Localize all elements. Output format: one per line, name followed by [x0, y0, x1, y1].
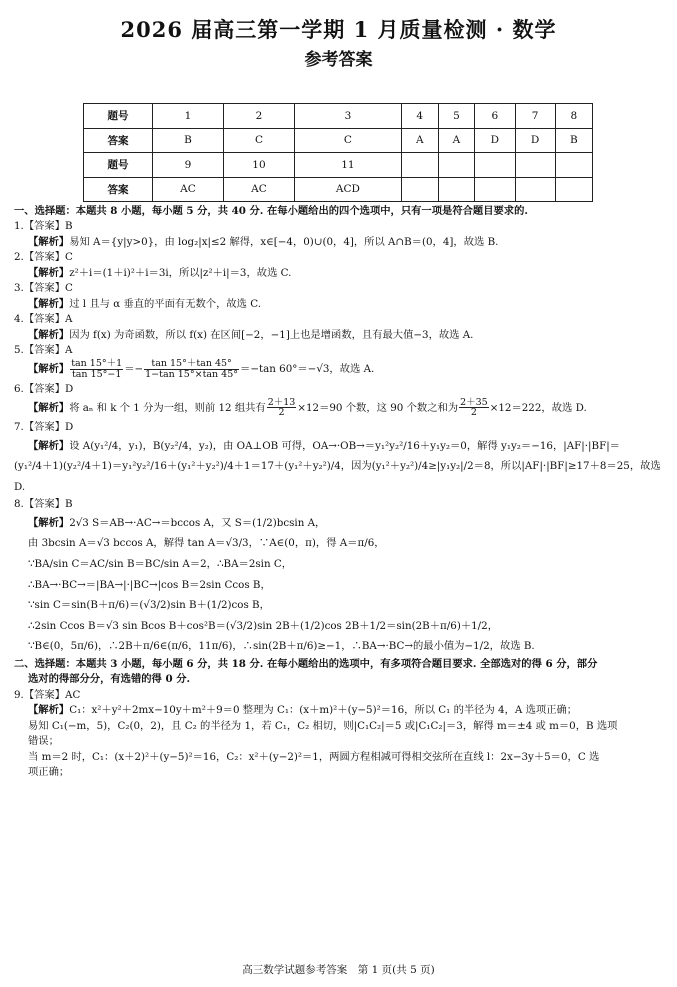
table-cell: 1: [153, 104, 224, 129]
table-cell: [401, 177, 438, 202]
analysis-tag: 【解析】: [28, 516, 70, 529]
row-label: 答案: [84, 128, 153, 153]
table-cell: 8: [555, 104, 592, 129]
analysis-line: ∴2sin Ccos B＝√3 sin Bcos B＋cos²B＝(√3/2)sin 2B＋(1/2)cos 2B＋1/2＝sin(2B＋π/6)＋1/2，: [28, 619, 499, 632]
analysis: [28, 266, 664, 281]
question-answer: [14, 382, 664, 397]
analysis: [28, 235, 664, 250]
question-number: 6.: [14, 382, 24, 395]
analysis-tag: 【解析】: [28, 297, 70, 310]
answer-tag: 【答案】: [23, 382, 66, 395]
table-row: [84, 177, 593, 202]
analysis: [28, 436, 664, 457]
table-cell: [438, 153, 475, 178]
analysis-line: ∵sin C＝sin(B＋π/6)＝(√3/2)sin B＋(1/2)cos B，: [28, 599, 270, 612]
answer-value: A: [65, 313, 73, 326]
question-number: 7.: [14, 421, 24, 434]
answer-tag: 【答案】: [23, 220, 66, 233]
table-cell: 9: [153, 153, 224, 178]
analysis: [28, 328, 664, 343]
answer-value: B: [65, 220, 73, 233]
question-number: 8.: [14, 498, 24, 511]
analysis-line: ∵BA/sin C＝AC/sin B＝BC/sin A＝2，∴BA＝2sin C，: [28, 557, 293, 570]
analysis-text: 将 aₙ 和 k 个 1 分为一组，则前 12 组共有: [69, 401, 266, 414]
row-label: 题号: [84, 153, 153, 178]
analysis-line: 由 3bcsin A＝√3 bccos A，解得 tan A＝√3/3，∵A∈(0，π)，得 A＝π/6，: [28, 537, 385, 550]
question-number: 4.: [14, 313, 24, 326]
table-cell: [401, 153, 438, 178]
analysis: [28, 297, 664, 312]
question-number: 1.: [14, 220, 24, 233]
analysis-tag: 【解析】: [28, 266, 70, 279]
table-cell: D: [515, 128, 555, 153]
question-number: 2.: [14, 251, 24, 264]
fraction: [459, 398, 489, 419]
analysis-line: ∵B∈(0，5π/6)，∴2B＋π/6∈(π/6，11π/6)，∴sin(2B＋π/6)≥−1，∴BA→·BC→的最小值为−1/2，故选 B.: [28, 640, 535, 653]
table-row: [84, 153, 593, 178]
table-cell: 6: [475, 104, 515, 129]
numerator: 2＋35: [460, 396, 488, 408]
analysis-tag: 【解析】: [28, 328, 70, 341]
analysis-text: ＝−tan 60°＝−√3，故选 A.: [240, 363, 375, 376]
analysis-text: 易知 A＝{y|y>0}，由 log₂|x|≤2 解得，x∈[−4，0)∪(0，4]，所以 A∩B＝(0，4]，故选 B.: [69, 235, 499, 248]
answer-tag: 【答案】: [23, 282, 66, 295]
analysis-text: ×12＝90 个数，这 90 个数之和为: [297, 401, 459, 414]
answer-value: B: [65, 498, 73, 511]
numerator: 2＋13: [267, 396, 296, 408]
analysis-line: 错误；: [28, 735, 59, 748]
analysis-tag: 【解析】: [28, 439, 70, 452]
table-cell: AC: [223, 177, 294, 202]
table-cell: 3: [294, 104, 401, 129]
table-cell: 7: [515, 104, 555, 129]
table-cell: A: [401, 128, 438, 153]
solutions-body: [14, 204, 664, 780]
answer-value: C: [65, 282, 73, 295]
numerator: tan 15°＋1: [71, 357, 123, 369]
table-cell: AC: [153, 177, 224, 202]
table-cell: D: [475, 128, 515, 153]
answer-value: C: [65, 251, 73, 264]
table-row: [84, 104, 593, 129]
answer-value: AC: [65, 688, 81, 701]
analysis-line: ∴BA→·BC→＝|BA→|·|BC→|cos B＝2sin Ccos B，: [28, 578, 271, 591]
question-number: 9.: [14, 688, 24, 701]
analysis-continued: (y₁²/4＋1)(y₂²/4＋1)＝y₁²y₂²/16＋(y₁²＋y₂²)/4＋1＝17＋(y₁²＋y₂²)/4，因为(y₁²＋y₂²)/4≥|y₁y₂|/2＝8，所以|AF|·|BF|≥17＋8＝25，故选 D.: [14, 460, 661, 493]
table-cell: [555, 153, 592, 178]
table-cell: B: [555, 128, 592, 153]
question-answer: [14, 312, 664, 327]
answer-tag: 【答案】: [23, 343, 66, 356]
row-label: 答案: [84, 177, 153, 202]
table-cell: [438, 177, 475, 202]
question-number: 5.: [14, 343, 24, 356]
answer-value: D: [65, 382, 74, 395]
table-cell: [555, 177, 592, 202]
table-cell: [475, 177, 515, 202]
question-answer: [14, 219, 664, 234]
table-cell: C: [294, 128, 401, 153]
question-answer: [14, 497, 664, 512]
answer-tag: 【答案】: [23, 688, 66, 701]
section-heading: 一、选择题：本题共 8 小题，每小题 5 分，共 40 分. 在每小题给出的四个选项中，只有一项是符合题目要求的.: [14, 205, 528, 217]
question-answer: [14, 250, 664, 265]
answer-tag: 【答案】: [23, 498, 66, 511]
table-cell: A: [438, 128, 475, 153]
table-cell: 10: [223, 153, 294, 178]
answer-value: D: [65, 421, 74, 434]
table-cell: [515, 153, 555, 178]
table-cell: 2: [223, 104, 294, 129]
analysis-text: 2√3 S＝AB→·AC→＝bccos A，又 S＝(1/2)bcsin A，: [69, 516, 326, 529]
question-answer: [14, 343, 664, 358]
table-cell: B: [153, 128, 224, 153]
analysis: [28, 358, 664, 381]
denominator: 1−tan 15°×tan 45°: [145, 368, 239, 380]
table-cell: 5: [438, 104, 475, 129]
table-cell: C: [223, 128, 294, 153]
question-answer: [14, 420, 664, 435]
analysis-line: 易知 C₁(−m，5)，C₂(0，2)，且 C₂ 的半径为 1，若 C₁，C₂ 相切，则|C₁C₂|＝5 或|C₁C₂|＝3，解得 m＝±4 或 m＝0，B 选项: [28, 719, 618, 732]
analysis-line: 当 m＝2 时，C₁：(x＋2)²＋(y−5)²＝16，C₂：x²＋(y−2)²＝1，两圆方程相减可得相交弦所在直线 l：2x−3y＋5＝0，C 选: [28, 750, 600, 763]
answer-tag: 【答案】: [23, 251, 66, 264]
denominator: 2: [470, 407, 477, 419]
analysis-text: C₁：x²＋y²＋2mx−10y＋m²＋9＝0 整理为 C₁：(x＋m)²＋(y−5)²＝16，所以 C₁ 的半径为 4，A 选项正确；: [69, 704, 578, 717]
row-label: 题号: [84, 104, 153, 129]
section-heading-line: 二、选择题：本题共 3 小题，每小题 6 分，共 18 分. 在每小题给出的选项中，有多项符合题目要求. 全部选对的得 6 分，部分: [14, 657, 598, 670]
answer-table: [83, 103, 593, 202]
analysis-text: 过 l 且与 α 垂直的平面有无数个，故选 C.: [69, 297, 262, 310]
page-subtitle: 参考答案: [304, 50, 373, 70]
analysis-text: 因为 f(x) 为奇函数，所以 f(x) 在区间[−2，−1]上也是增函数，且有最大值−3，故选 A.: [69, 328, 474, 341]
question-answer: [14, 281, 664, 296]
equals-sign: ＝−: [124, 363, 144, 376]
numerator: tan 15°＋tan 45°: [144, 359, 239, 370]
answer-tag: 【答案】: [23, 313, 66, 326]
table-cell: 11: [294, 153, 401, 178]
section-heading: [14, 657, 664, 688]
fraction: [144, 359, 239, 380]
section-heading-line: 选对的得部分分，有选错的得 0 分.: [28, 673, 191, 686]
analysis-tag: 【解析】: [28, 704, 70, 717]
table-row: [84, 128, 593, 153]
analysis-line: 项正确；: [28, 766, 70, 778]
table-cell: 4: [401, 104, 438, 129]
table-cell: [475, 153, 515, 178]
answer-value: A: [65, 343, 73, 356]
question-number: 3.: [14, 282, 24, 295]
analysis-text: ×12＝222，故选 D.: [489, 401, 587, 414]
analysis: [28, 513, 664, 534]
analysis: [28, 397, 664, 420]
analysis-tag: 【解析】: [28, 401, 70, 414]
fraction: [70, 359, 123, 380]
denominator: tan 15°−1: [71, 368, 122, 380]
analysis-tag: 【解析】: [28, 235, 70, 248]
analysis: [28, 703, 664, 718]
fraction: [267, 398, 297, 419]
denominator: 2: [278, 407, 285, 419]
table-cell: [515, 177, 555, 202]
page-footer: 高三数学试题参考答案 第 1 页(共 5 页): [242, 964, 435, 976]
analysis-tag: 【解析】: [28, 363, 70, 376]
analysis-text: z²＋i＝(1＋i)²＋i＝3i，所以|z²＋i|＝3，故选 C.: [69, 266, 292, 279]
answer-tag: 【答案】: [23, 421, 66, 434]
question-answer: [14, 688, 664, 703]
analysis-text: 设 A(y₁²/4，y₁)，B(y₂²/4，y₂)，由 OA⊥OB 可得，OA→·OB→＝y₁²y₂²/16＋y₁y₂＝0，解得 y₁y₂＝−16，|AF|·|BF|＝: [69, 439, 620, 452]
page-title: 2026 届高三第一学期 1 月质量检测 · 数学: [120, 17, 557, 42]
table-cell: ACD: [294, 177, 401, 202]
